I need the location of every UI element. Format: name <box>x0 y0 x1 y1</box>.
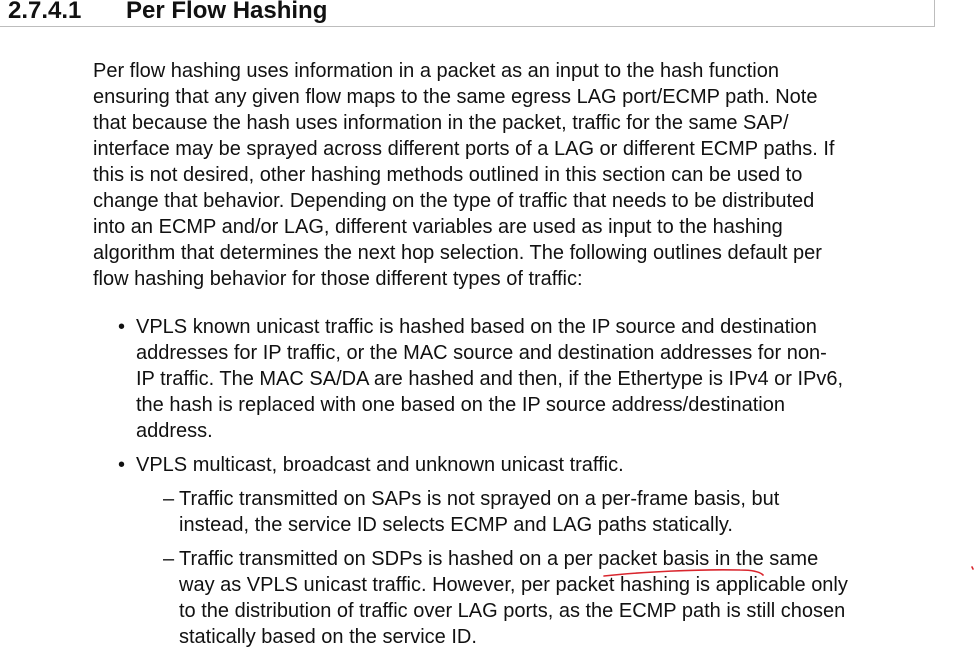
text-line: VPLS multicast, broadcast and unknown unicast traffic. <box>136 454 624 476</box>
text-line: way as VPLS unicast traffic. However, per packet hashing is applicable only <box>179 574 848 596</box>
text-line: to the distribution of traffic over LAG ports, as the ECMP path is still chosen <box>179 600 846 622</box>
sub-item-sdps <box>179 546 959 650</box>
bullet-marker: • <box>118 454 126 476</box>
sub-item-marker: – <box>163 548 175 570</box>
text-line: interface may be sprayed across different ports of a LAG or different ECMP paths. If <box>93 138 835 160</box>
text-line: VPLS known unicast traffic is hashed based on the IP source and destination <box>136 316 817 338</box>
text-line: Traffic transmitted on SDPs is hashed on a per packet basis in the same <box>179 548 819 570</box>
section-number: 2.7.4.1 <box>8 0 82 24</box>
text-line: addresses for IP traffic, or the MAC source and destination addresses for non- <box>136 342 827 364</box>
text-line: statically based on the service ID. <box>179 626 477 648</box>
text-line: address. <box>136 420 213 442</box>
sub-item-marker: – <box>163 488 175 510</box>
bullet-marker: • <box>118 316 126 338</box>
section-title: Per Flow Hashing <box>126 0 328 24</box>
text-line: flow hashing behavior for those different types of traffic: <box>93 268 583 290</box>
text-line: that because the hash uses information in the packet, traffic for the same SAP/ <box>93 112 789 134</box>
text-line: IP traffic. The MAC SA/DA are hashed and then, if the Ethertype is IPv4 or IPv6, <box>136 368 844 390</box>
heading-divider-vertical <box>934 0 935 27</box>
text-line: ensuring that any given flow maps to the same egress LAG port/ECMP path. Note <box>93 86 818 108</box>
bullet-item-vpls-known-unicast <box>136 314 936 444</box>
text-line: the hash is replaced with one based on the IP source address/destination <box>136 394 785 416</box>
margin-tick-mark <box>972 567 973 569</box>
text-line: into an ECMP and/or LAG, different variables are used as input to the hashing <box>93 216 783 238</box>
text-line: this is not desired, other hashing methods outlined in this section can be used to <box>93 164 803 186</box>
section-heading <box>8 0 327 26</box>
text-line: Per flow hashing uses information in a packet as an input to the hash function <box>93 60 779 82</box>
heading-divider <box>0 26 934 27</box>
text-line: algorithm that determines the next hop selection. The following outlines default per <box>93 242 822 264</box>
text-line: instead, the service ID selects ECMP and LAG paths statically. <box>179 514 733 536</box>
intro-paragraph <box>93 58 913 292</box>
text-line: change that behavior. Depending on the type of traffic that needs to be distributed <box>93 190 815 212</box>
bullet-item-vpls-multicast <box>136 452 936 478</box>
sub-item-saps <box>179 486 959 538</box>
text-line: Traffic transmitted on SAPs is not sprayed on a per-frame basis, but <box>179 488 780 510</box>
